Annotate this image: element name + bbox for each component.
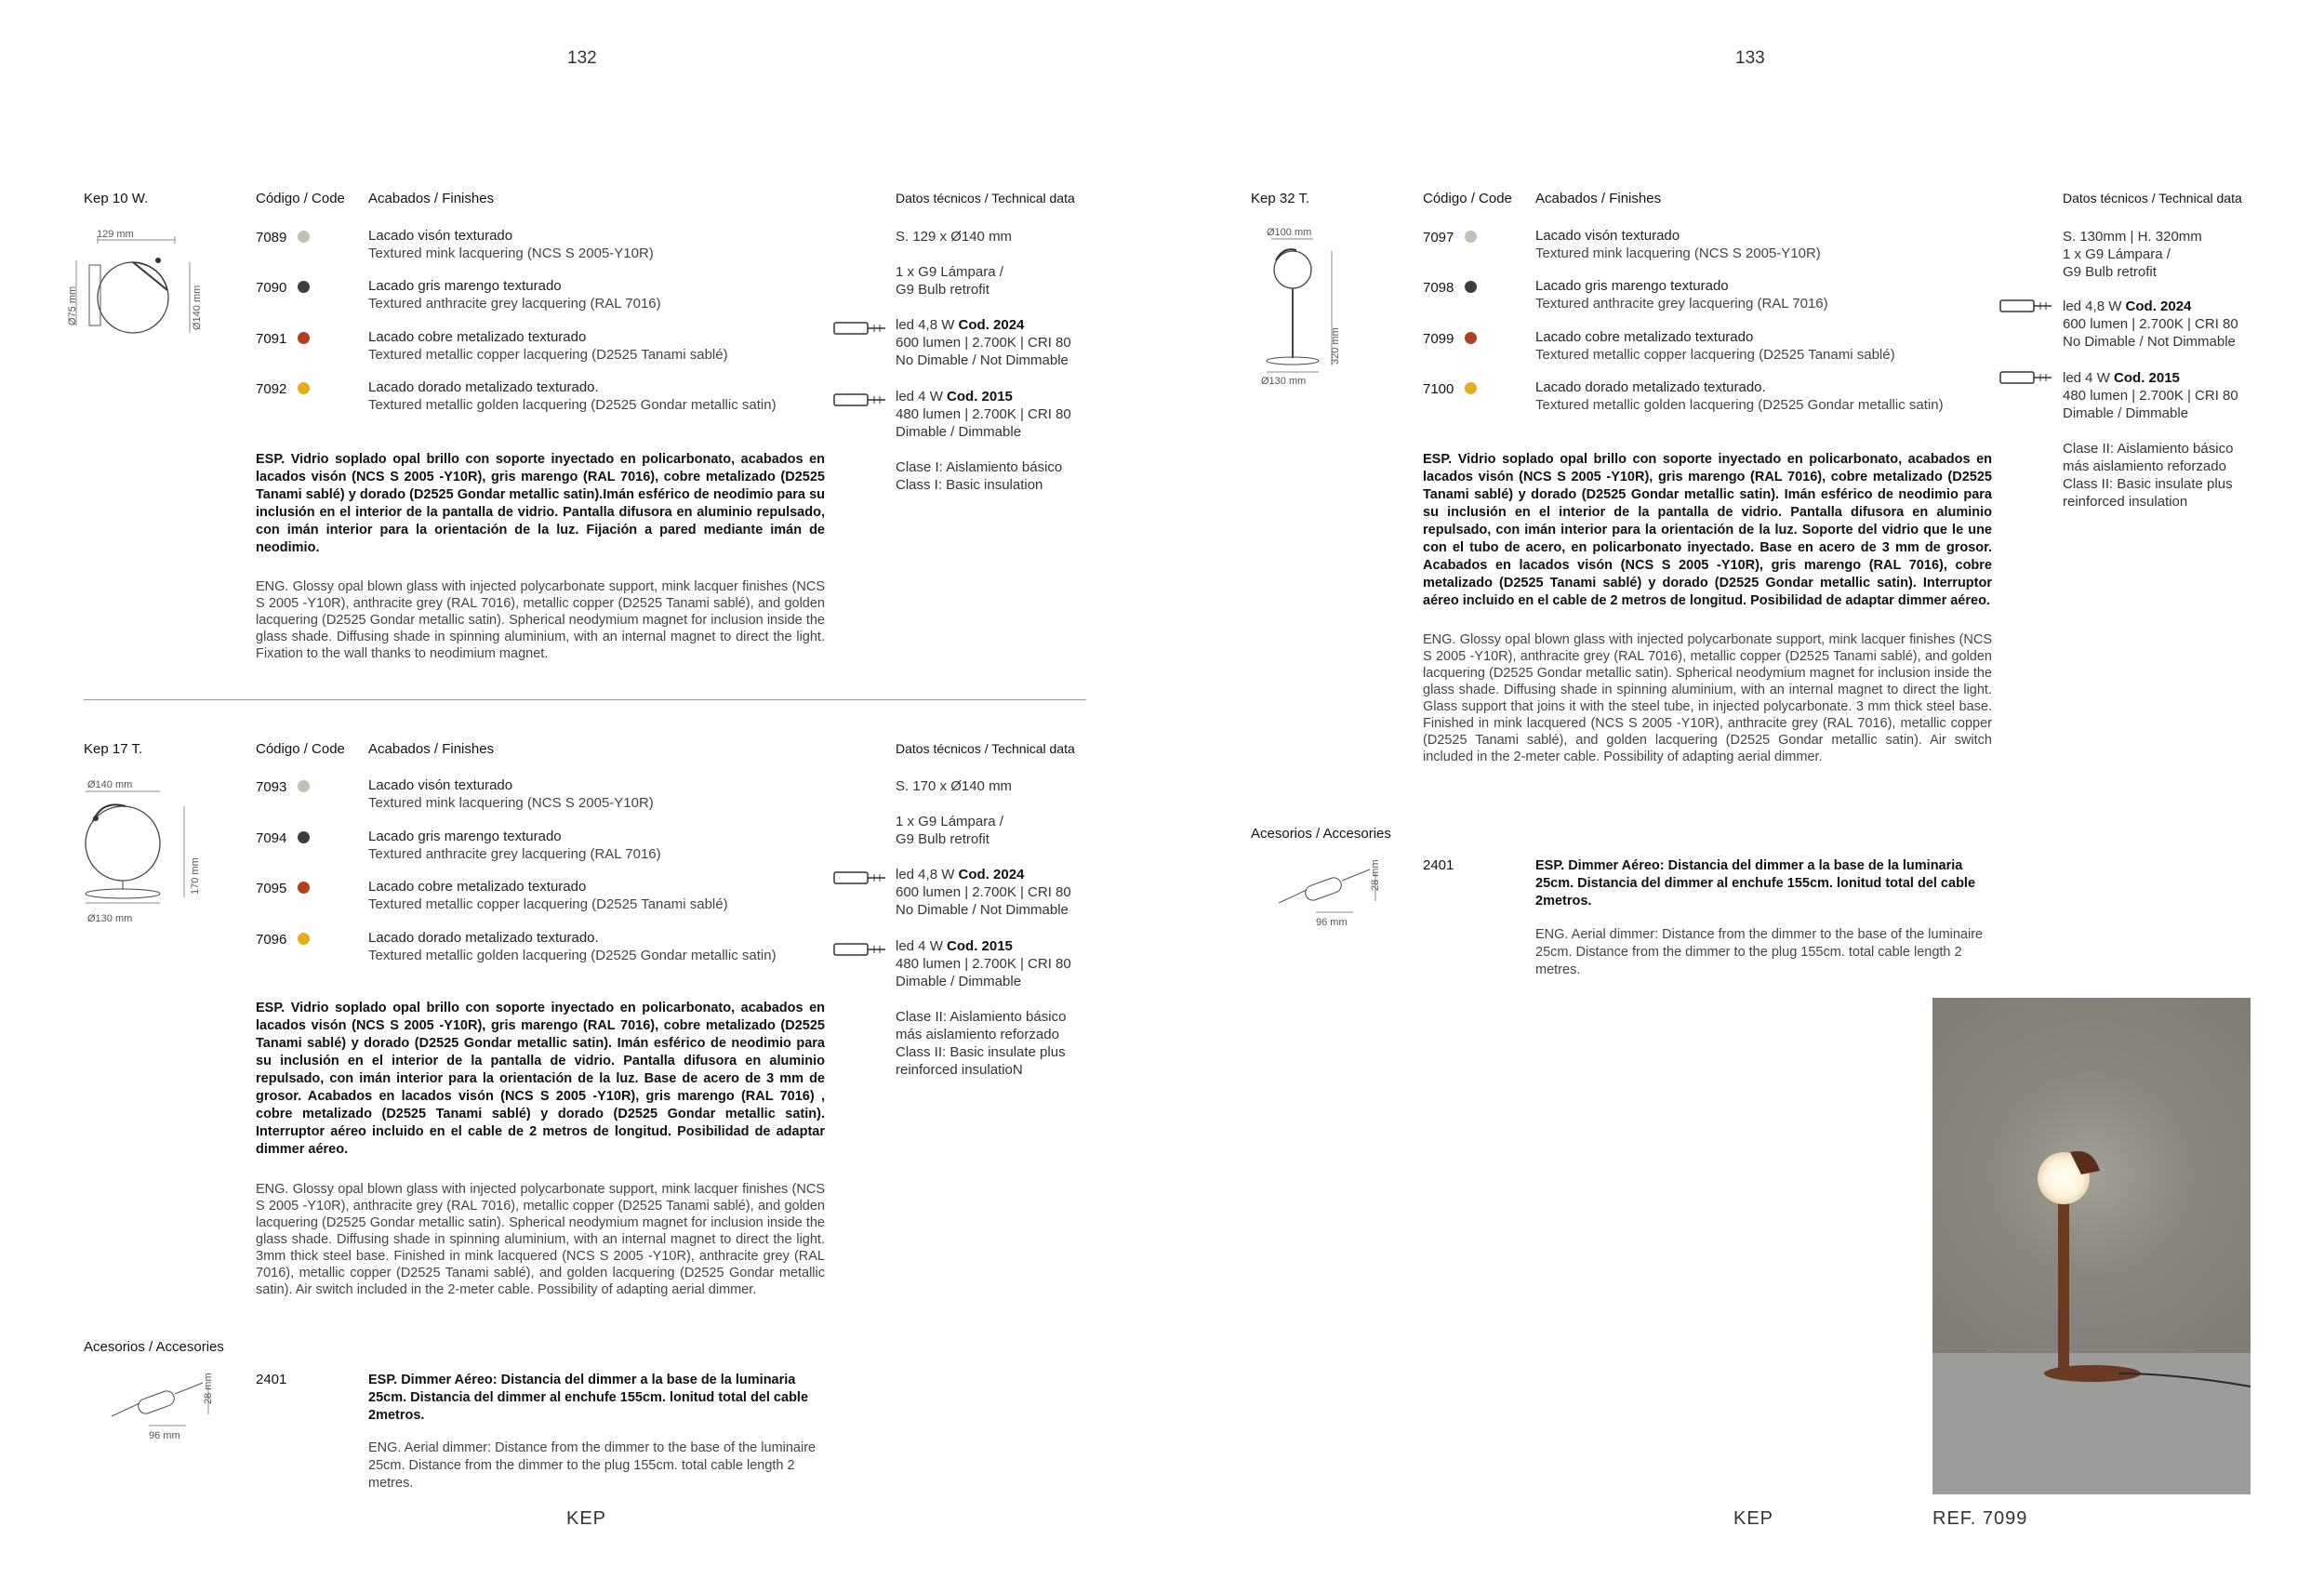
tech-header: Datos técnicos / Technical data — [896, 741, 1075, 756]
tech-class: Clase II: Aislamiento básico más aislamiento reforzado Class II: Basic insulate plus reinforced insulatioN — [896, 1009, 1067, 1078]
description-eng: ENG. Glossy opal blown glass with injected polycarbonate support, mink lacquer finishes (NCS S 2005 -Y10R), anthracite grey (RAL 7016), metallic copper (D2525 Tanami sablé), and golden lacquering (D2525 Gondar metallic satin). Spherical neodymium magnet for inclusion inside the glass shade. Diffusing shade in spinning aluminium, with an internal magnet to direct the light. Fixation to the wall thanks to neodimium magnet. — [256, 579, 825, 661]
accessory-code: 2401 — [256, 1372, 287, 1387]
accessories-title: Acesorios / Accesories — [1251, 826, 1391, 842]
code-header: Código / Code — [256, 191, 345, 206]
finish-swatch-anthracite — [1465, 281, 1477, 293]
product-name: Kep 10 W. — [84, 191, 149, 206]
led-bulb-icon — [1999, 298, 2053, 314]
description-esp: ESP. Vidrio soplado opal brillo con soporte inyectado en policarbonato, acabados en lacados visón (NCS S 2005 -Y10R), gris marengo (RAL 7016), cobre metalizado (D2525 Tanami sablé) y dorado (D2525 Gondar metallic satin). Imán esférico de neodimio para su inclusión en el interior de la pantalla de vidrio. Pantalla difusora en aluminio repulsado, con imán interior para la orientación de la luz. Base de acero de 3 mm de grosor. Acabados en lacados visón (NCS S 2005 -Y10R), gris marengo (RAL 7016) , cobre metalizado (D2525 Tanami sablé) y dorado (D2525 Gondar metallic satin). Interruptor aéreo incluido en el cable de 2 metros de longitud. Posibilidad de adaptar dimmer aéreo. — [256, 1001, 825, 1157]
finish-desc: Lacado dorado metalizado texturado. Textured metallic golden lacquering (D2525 Gondar metallic satin) — [368, 379, 777, 413]
product-photo — [1932, 998, 2251, 1494]
finish-swatch-anthracite — [298, 831, 310, 843]
tech-led-2024: led 4,8 W Cod. 2024 600 lumen | 2.700K | CRI 80 No Dimable / Not Dimmable — [2063, 299, 2238, 350]
dim-label: 96 mm — [149, 1430, 180, 1441]
dim-label: 28 mm — [203, 1373, 214, 1404]
finish-desc: Lacado gris marengo texturado Textured anthracite grey lacquering (RAL 7016) — [1535, 278, 1828, 312]
tech-bulb: 1 x G9 Lámpara / G9 Bulb retrofit — [896, 264, 1003, 298]
kep-17t-drawing — [74, 776, 205, 907]
finish-code: 7097 — [1423, 230, 1454, 245]
tech-bulb: 1 x G9 Lámpara / G9 Bulb retrofit — [896, 814, 1003, 847]
code-header: Código / Code — [1423, 191, 1512, 206]
finish-code: 7089 — [256, 230, 287, 245]
finish-swatch-mink — [1465, 231, 1477, 243]
dim-label: Ø100 mm — [1267, 227, 1312, 238]
finish-swatch-golden — [298, 382, 310, 394]
finish-code: 7094 — [256, 830, 287, 846]
description-esp: ESP. Vidrio soplado opal brillo con soporte inyectado en policarbonato, acabados en lacados visón (NCS S 2005 -Y10R), gris marengo (RAL 7016), cobre metalizado (D2525 Tanami sablé) y dorado (D2525 Gondar metallic satin).Imán esférico de neodimio para su inclusión en el interior de la pantalla de vidrio. Pantalla difusora en aluminio repulsado, con imán interior para la orientación de la luz. Fijación a pared mediante imán de neodimio. — [256, 452, 825, 555]
accessory-eng: ENG. Aerial dimmer: Distance from the dimmer to the base of the luminaire 25cm. Distance from the dimmer to the plug 155cm. total cable length 2 metres. — [368, 1440, 817, 1491]
section-divider — [84, 699, 1086, 700]
finishes-header: Acabados / Finishes — [368, 741, 495, 757]
led-bulb-icon — [833, 320, 887, 337]
tech-size: S. 129 x Ø140 mm — [896, 229, 1013, 245]
finish-swatch-copper — [1465, 332, 1477, 344]
finish-code: 7092 — [256, 381, 287, 397]
tech-header: Datos técnicos / Technical data — [896, 191, 1075, 206]
kep-10w-drawing — [63, 223, 212, 335]
finish-swatch-mink — [298, 780, 310, 792]
led-bulb-icon — [1999, 369, 2053, 386]
finish-desc: Lacado cobre metalizado texturado Textured metallic copper lacquering (D2525 Tanami sablé) — [1535, 329, 1895, 363]
finish-desc: Lacado gris marengo texturado Textured anthracite grey lacquering (RAL 7016) — [368, 829, 661, 862]
accessories-title: Acesorios / Accesories — [84, 1339, 224, 1355]
description-esp: ESP. Vidrio soplado opal brillo con soporte inyectado en policarbonato, acabados en lacados visón (NCS S 2005 -Y10R), gris marengo (RAL 7016), cobre metalizado (D2525 Tanami sablé) y dorado (D2525 Gondar metallic satin). Imán esférico de neodimio para su inclusión en el interior de la pantalla de vidrio. Pantalla difusora en aluminio repulsado, con imán interior para la orientación de la luz. Soporte del vidrio que le une con el tubo de acero, en policarbonato inyectado. Base en acero de 3 mm de grosor. Acabados en lacados visón (NCS S 2005 -Y10R), gris marengo (RAL 7016), cobre metalizado (D2525 Tanami sablé) y dorado (D2525 Gondar metallic satin). Interruptor aéreo incluido en el cable de 2 metros de longitud. Posibilidad de adaptar dimmer aéreo. — [1423, 452, 1992, 608]
dim-label: Ø130 mm — [87, 913, 133, 924]
finishes-header: Acabados / Finishes — [1535, 191, 1662, 206]
led-bulb-icon — [833, 941, 887, 958]
finish-swatch-anthracite — [298, 281, 310, 293]
dim-label: 96 mm — [1316, 917, 1348, 928]
dim-label: Ø140 mm — [192, 285, 203, 330]
led-bulb-icon — [833, 869, 887, 886]
finish-desc: Lacado visón texturado Textured mink lacquering (NCS S 2005-Y10R) — [1535, 228, 1821, 261]
finish-desc: Lacado visón texturado Textured mink lacquering (NCS S 2005-Y10R) — [368, 777, 654, 811]
dim-label: Ø75 mm — [67, 285, 78, 325]
dim-label: 170 mm — [190, 857, 201, 895]
tech-class: Clase II: Aislamiento básico más aislamiento reforzado Class II: Basic insulate plus reinforced insulation — [2063, 441, 2234, 510]
tech-led-2024: led 4,8 W Cod. 2024 600 lumen | 2.700K | CRI 80 No Dimable / Not Dimmable — [896, 867, 1071, 918]
tech-size: S. 170 x Ø140 mm — [896, 778, 1013, 794]
tech-led-2015: led 4 W Cod. 2015 480 lumen | 2.700K | CRI 80 Dimable / Dimmable — [896, 938, 1071, 989]
finish-code: 7098 — [1423, 280, 1454, 296]
finish-code: 7090 — [256, 280, 287, 296]
accessory-esp: ESP. Dimmer Aéreo: Distancia del dimmer a la base de la luminaria 25cm. Distancia del dimmer al enchufe 155cm. lonitud total del cable 2metros. — [1535, 858, 1976, 909]
dim-label: Ø140 mm — [87, 779, 133, 790]
finish-code: 7100 — [1423, 381, 1454, 397]
finish-swatch-copper — [298, 882, 310, 894]
code-header: Código / Code — [256, 741, 345, 757]
dim-label: 28 mm — [1370, 859, 1381, 891]
finish-desc: Lacado gris marengo texturado Textured anthracite grey lacquering (RAL 7016) — [368, 278, 661, 312]
photo-reference: REF. 7099 — [1932, 1508, 2028, 1529]
finish-swatch-mink — [298, 231, 310, 243]
product-name: Kep 32 T. — [1251, 191, 1310, 206]
finish-code: 7093 — [256, 779, 287, 795]
accessory-esp: ESP. Dimmer Aéreo: Distancia del dimmer a la base de la luminaria 25cm. Distancia del dimmer al enchufe 155cm. lonitud total del cable 2metros. — [368, 1373, 809, 1423]
page-number-left: 132 — [567, 48, 597, 68]
finish-swatch-golden — [1465, 382, 1477, 394]
kep-32t-drawing — [1257, 228, 1360, 386]
description-eng: ENG. Glossy opal blown glass with injected polycarbonate support, mink lacquer finishes (NCS S 2005 -Y10R), anthracite grey (RAL 7016), metallic copper (D2525 Tanami sablé), and golden lacquering (D2525 Gondar metallic satin). Spherical neodymium magnet for inclusion inside the glass shade. Diffusing shade in spinning aluminium, with an internal magnet to direct the light. 3mm thick steel base. Finished in mink lacquered (NCS S 2005 -Y10R), anthracite grey (RAL 7016), metallic copper (D2525 Tanami sablé), and golden lacquering (D2525 Gondar metallic satin). Air switch included in the 2-meter cable. Possibility of adapting aerial dimmer. — [256, 1182, 825, 1297]
dim-label: Ø130 mm — [1261, 376, 1307, 387]
dim-label: 129 mm — [97, 229, 134, 240]
page-number-right: 133 — [1735, 48, 1765, 68]
tech-led-2015: led 4 W Cod. 2015 480 lumen | 2.700K | CRI 80 Dimable / Dimmable — [2063, 370, 2238, 421]
tech-header: Datos técnicos / Technical data — [2063, 191, 2242, 206]
lamp-photo-illustration — [1932, 998, 2251, 1494]
finish-code: 7096 — [256, 932, 287, 948]
accessory-eng: ENG. Aerial dimmer: Distance from the dimmer to the base of the luminaire 25cm. Distance from the dimmer to the plug 155cm. total cable length 2 metres. — [1535, 927, 1984, 977]
tech-led-2015: led 4 W Cod. 2015 480 lumen | 2.700K | CRI 80 Dimable / Dimmable — [896, 389, 1071, 440]
finish-desc: Lacado cobre metalizado texturado Textured metallic copper lacquering (D2525 Tanami sablé) — [368, 879, 728, 912]
tech-class: Clase I: Aislamiento básico Class I: Basic insulation — [896, 459, 1063, 493]
finish-swatch-golden — [298, 933, 310, 945]
finish-code: 7091 — [256, 331, 287, 347]
finishes-header: Acabados / Finishes — [368, 191, 495, 206]
dim-label: 320 mm — [1330, 327, 1341, 365]
led-bulb-icon — [833, 391, 887, 408]
finish-desc: Lacado cobre metalizado texturado Textured metallic copper lacquering (D2525 Tanami sablé) — [368, 329, 728, 363]
finish-code: 7099 — [1423, 331, 1454, 347]
finish-desc: Lacado dorado metalizado texturado. Textured metallic golden lacquering (D2525 Gondar metallic satin) — [368, 930, 777, 963]
finish-swatch-copper — [298, 332, 310, 344]
finish-desc: Lacado visón texturado Textured mink lacquering (NCS S 2005-Y10R) — [368, 228, 654, 261]
tech-led-2024: led 4,8 W Cod. 2024 600 lumen | 2.700K | CRI 80 No Dimable / Not Dimmable — [896, 317, 1071, 368]
product-name: Kep 17 T. — [84, 741, 143, 757]
tech-size: S. 130mm | H. 320mm 1 x G9 Lámpara / G9 Bulb retrofit — [2063, 229, 2202, 280]
footer-brand-left: KEP — [566, 1508, 607, 1529]
finish-code: 7095 — [256, 881, 287, 896]
finish-desc: Lacado dorado metalizado texturado. Textured metallic golden lacquering (D2525 Gondar metallic satin) — [1535, 379, 1944, 413]
accessory-code: 2401 — [1423, 857, 1454, 873]
footer-brand-right: KEP — [1733, 1508, 1774, 1529]
description-eng: ENG. Glossy opal blown glass with injected polycarbonate support, mink lacquer finishes (NCS S 2005 -Y10R), anthracite grey (RAL 7016), metallic copper (D2525 Tanami sablé), and golden lacquering (D2525 Gondar metallic satin). Spherical neodymium magnet for inclusion inside the glass shade. Diffusing shade in spinning aluminium, with an internal magnet to direct the light. Glass support that joins it with the steel tube, in injected polycarbonate. 3 mm thick steel base. Finished in mink lacquered (NCS S 2005 -Y10R), anthracite grey (RAL 7016), metallic copper (D2525 Tanami sablé), and golden lacquering (D2525 Gondar metallic satin). Air switch included in the 2-meter cable. Possibility of adapting aerial dimmer. — [1423, 632, 1992, 764]
